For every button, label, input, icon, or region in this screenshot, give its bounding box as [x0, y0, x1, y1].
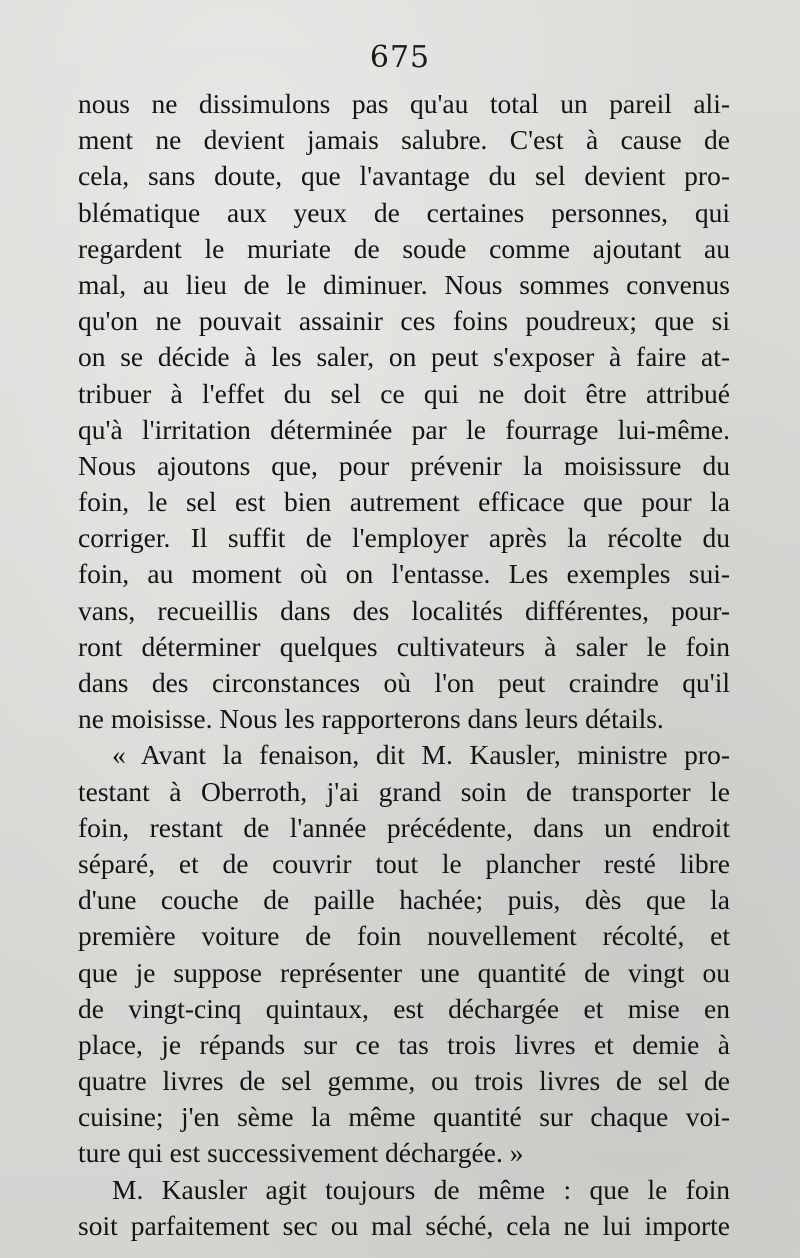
text-line: ture qui est successivement déchargée. » — [78, 1137, 524, 1169]
text-line: dans des circonstances où l'on peut craindre qu'il — [78, 667, 730, 698]
text-line: tribuer à l'effet du sel ce qui ne doit être attribué — [78, 377, 730, 409]
text-line: qu'on ne pouvait assainir ces foins poudreux; que si — [78, 305, 730, 337]
text-line: foin, restant de l'année précédente, dans un endroit — [78, 811, 730, 843]
text-line: ne moisisse. Nous les rapporterons dans leurs détails. — [78, 703, 664, 735]
text-line: de vingt-cinq quintaux, est déchargée et mise en — [78, 992, 730, 1024]
text-line: on se décide à les saler, on peut s'exposer à faire at- — [78, 341, 730, 373]
text-line: quatre livres de sel gemme, ou trois livres de sel de — [78, 1065, 730, 1097]
text-line: blématique aux yeux de certaines personnes, qui — [78, 196, 730, 228]
text-line: Nous ajoutons que, pour prévenir la moisissure du — [78, 449, 730, 481]
text-line: M. Kausler agit toujours de même : que le foin — [112, 1173, 730, 1205]
text-line: ront déterminer quelques cultivateurs à saler le foin — [78, 630, 730, 662]
text-line: qu'à l'irritation déterminée par le fourrage lui-même. — [78, 413, 730, 445]
text-line: foin, le sel est bien autrement efficace que pour la — [78, 486, 730, 518]
text-line: corriger. Il suffit de l'employer après la récolte du — [78, 522, 730, 554]
text-line: nous ne dissimulons pas qu'au total un pareil ali- — [78, 88, 730, 119]
text-line: place, je répands sur ce tas trois livres et demie à — [78, 1028, 730, 1060]
text-line: foin, au moment où on l'entasse. Les exemples sui- — [78, 558, 730, 590]
text-line: séparé, et de couvrir tout le plancher resté libre — [78, 847, 730, 879]
text-line: mal, au lieu de le diminuer. Nous sommes convenus — [78, 268, 730, 300]
text-line: testant à Oberroth, j'ai grand soin de transporter le — [78, 775, 730, 807]
body-text — [78, 86, 730, 1244]
text-line: soit parfaitement sec ou mal séché, cela ne lui importe — [78, 1209, 730, 1241]
text-line: ment ne devient jamais salubre. C'est à cause de — [78, 124, 730, 156]
text-line: cuisine; j'en sème la même quantité sur chaque voi- — [78, 1101, 730, 1133]
text-line: vans, recueillis dans des localités différentes, pour- — [78, 594, 730, 626]
text-line: « Avant la fenaison, dit M. Kausler, ministre pro- — [112, 739, 730, 771]
text-line: d'une couche de paille hachée; puis, dès que la — [78, 884, 730, 916]
text-line: regardent le muriate de soude comme ajoutant au — [78, 232, 730, 264]
page-number: 675 — [369, 40, 431, 75]
text-line: que je suppose représenter une quantité de vingt ou — [78, 956, 730, 988]
text-line: cela, sans doute, que l'avantage du sel devient pro- — [78, 160, 730, 192]
text-line: première voiture de foin nouvellement récolté, et — [78, 920, 730, 952]
